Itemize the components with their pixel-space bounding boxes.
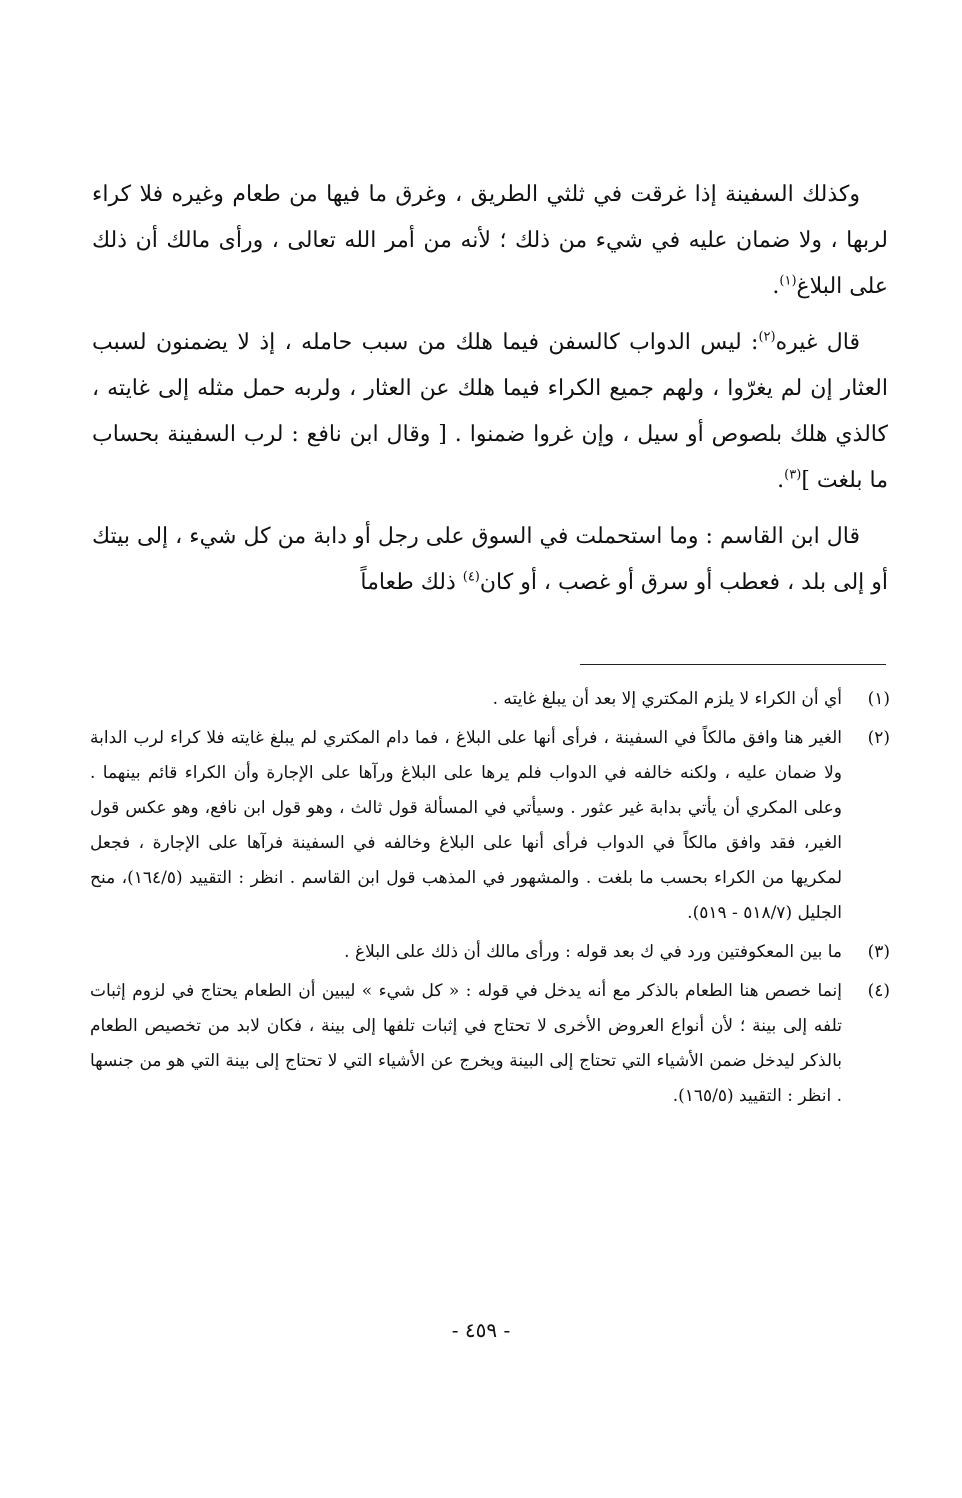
footnote-text: الغير هنا وافق مالكاً في السفينة ، فرأى أنها على البلاغ ، فما دام المكتري لم يبلغ غايته فلا كراء لرب الدابة ولا ضمان عليه ، ولكنه خالفه في الدواب فلم يرها على البلاغ ورآها على الإجارة وأن الكراء قائم بينهما . وعلى المكري أن يأتي بدابة غير عثور . وسيأتي في المسألة قول ثالث ، وهو قول ابن نافع، وهو عكس قول الغير، فقد وافق مالكاً في الدواب فرأى أنها على البلاغ وخالفه في السفينة فرآها على الإجارة ، فجعل لمكريها من الكراء بحسب ما بلغت . والمشهور في المذهب قول ابن القاسم . انظر : التقييد (١٦٤/٥)، منح الجليل (٥١٨/٧ - ٥١٩). [90, 728, 842, 923]
footnote-3 [90, 935, 890, 970]
footnotes [90, 682, 890, 1118]
footnote-number: (٢) [867, 728, 890, 748]
paragraph-2-end: . [777, 468, 785, 493]
paragraph-1-text: وكذلك السفينة إذا غرقت في ثلثي الطريق ، وغرق ما فيها من طعام وغيره فلا كراء لربها ، ولا ضمان عليه في شيء من ذلك ؛ لأنه من أمر الله تعالى ، ورأى مالك أن ذلك على البلاغ [92, 182, 888, 299]
footnote-ref-4: (٤) [462, 569, 480, 585]
paragraph-2 [92, 320, 888, 504]
paragraph-3-end: ذلك طعاماً [360, 570, 463, 595]
footnote-4 [90, 974, 890, 1114]
footnote-text: أي أن الكراء لا يلزم المكتري إلا بعد أن يبلغ غايته . [492, 689, 842, 709]
footnote-number: (٣) [867, 942, 890, 962]
paragraph-1-end: . [772, 274, 780, 299]
paragraph-1 [92, 172, 888, 310]
footnote-number: (٤) [867, 981, 890, 1001]
page-number: - ٤٥٩ - [451, 1318, 511, 1342]
paragraph-3 [92, 514, 888, 606]
footnote-text: إنما خصص هنا الطعام بالذكر مع أنه يدخل في قوله : « كل شيء » ليبين أن الطعام يحتاج في لزوم إثبات تلفه إلى بينة ؛ لأن أنواع العروض الأخرى لا تحتاج في إثبات تلفها إلى بينة ، فكان لابد من تخصيص الطعام بالذكر ليدخل ضمن الأشياء التي تحتاج إلى البينة ويخرج عن الأشياء التي لا تحتاج إلى بينة التي هو من جنسها . انظر : التقييد (١٦٥/٥). [90, 981, 842, 1106]
paragraph-2-text: : ليس الدواب كالسفن فيما هلك من سبب حامله ، إذ لا يضمنون لسبب العثار إن لم يغرّوا ، ولهم جميع الكراء فيما هلك عن العثار ، ولربه حمل مثله إلى غايته ، كالذي هلك بلصوص أو سيل ، وإن غروا ضمنوا . [ وقال ابن نافع : لرب السفينة بحساب ما بلغت ] [92, 330, 888, 493]
footnote-text: ما بين المعكوفتين ورد في ك بعد قوله : ورأى مالك أن ذلك على البلاغ . [344, 942, 842, 962]
footnote-ref-3: (٣) [784, 467, 802, 483]
footnote-2 [90, 721, 890, 931]
paragraph-3-text: قال ابن القاسم : وما استحملت في السوق على رجل أو دابة من كل شيء ، إلى بيتك أو إلى بلد ، فعطب أو سرق أو غصب ، أو كان [92, 524, 888, 595]
footnote-ref-2: (٢) [758, 329, 776, 345]
footnote-ref-1: (١) [779, 273, 797, 289]
main-text [92, 172, 888, 606]
footnote-separator [580, 664, 886, 665]
footnote-1 [90, 682, 890, 717]
footnote-number: (١) [867, 689, 890, 709]
paragraph-2-lead: قال غيره [775, 330, 860, 355]
